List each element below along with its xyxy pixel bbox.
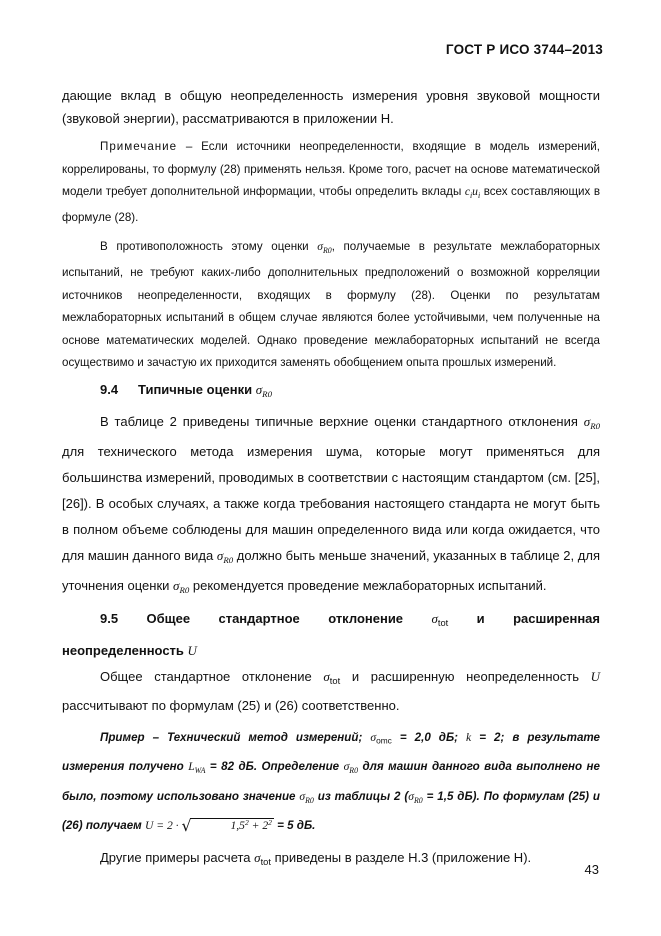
- symbol-U: U: [590, 668, 601, 684]
- section-number: 9.4: [100, 381, 119, 397]
- sigma-r0-symbol: $\sigma_{R0}$: [343, 759, 359, 775]
- paragraph-interlab: В противоположность этому оценки $\sigma_{R0}$, получаемые в результате межлабораторных испытаний, не требуют каких-либо дополнительных предположений о возможной корреляции источников неопределенности, входящих в формулу (28). Оценки по результатам межлабораторных испытаний в общем случае являются более устойчивыми, чем полученные на основе математических моделей. Однако проведение межлабораторных испытаний не всегда осуществимо и зачастую их приходится заменять обобщением опыта прошлых измерений.: [62, 239, 600, 369]
- formula-radicand: $1,5^2 + 2^2$: [190, 818, 273, 832]
- formula-U: U = 2 · √ $1,5^2 + 2^2$: [144, 816, 272, 836]
- sigma-omc-symbol: $\sigma_{omc}$: [370, 731, 392, 746]
- section-number: 9.5: [100, 610, 119, 626]
- page-number: 43: [584, 862, 599, 877]
- sigma-r0-symbol: $\sigma_{R0}$: [255, 381, 272, 399]
- section-title-line2: неопределенность U: [62, 642, 197, 658]
- symbol-LWA: $L_{WA}$: [188, 759, 206, 775]
- sigma-r0-symbol: $\sigma_{R0}$: [583, 413, 600, 431]
- symbol-U: U: [187, 642, 197, 658]
- sigma-r0-symbol: $\sigma_{R0}$: [299, 789, 314, 805]
- note-text-after: всех составляющих в формуле (28).: [62, 185, 600, 225]
- note-paragraph: [62, 136, 600, 230]
- document-header: ГОСТ Р ИСО 3744–2013: [445, 42, 603, 57]
- sigma-r0-symbol: $\sigma_{R0}$: [317, 239, 332, 255]
- example-paragraph: Пример – Технический метод измерений; $\sigma_{omc} = 2,0$ дБ; k = 2; в результате измерения получено $L_{WA} = 82$ дБ. Определение $\sigma_{R0}$ для машин данного вида выполнено не было, поэтому использовано значение $\sigma_{R0}$ из таблицы 2 ($\sigma_{R0} = 1,5$ дБ). По формулам (25) и (26) получаем U = 2 · √ $1,5^2 + 2^2 = 5$ дБ.: [62, 731, 601, 836]
- note-text-before: – Если источники неопределенности, входящие в модель измерений, коррелированы, то формулу (28) применять нельзя. Кроме того, расчет на основе математической модели требует дополнительной информации, чтобы определить вклады: [62, 140, 600, 198]
- sigma-r0-symbol: $\sigma_{R0}$: [408, 789, 423, 805]
- paragraph-total-deviation: Общее стандартное отклонение $\sigma_{tot}$ и расширенную неопределенность U рассчитывают по формулам (25) и (26) соответственно.: [62, 668, 601, 714]
- section-title: Типичные оценки: [138, 381, 256, 397]
- sigma-tot-symbol: $\sigma_{tot}$: [254, 850, 271, 868]
- section-heading-9-5: 9.5 Общее стандартное отклонение $\sigma_{tot}$ и расширенная неопределенность U: [62, 605, 600, 664]
- paragraph-typical-estimates: В таблице 2 приведены типичные верхние оценки стандартного отклонения $\sigma_{R0}$ для технического метода измерения шума, которые могут применяться для большинства измерений, проводимых в соответствии с настоящим стандартом (см. [25], [26]). В особых случаях, а также когда требования настоящего стандарта не могут быть в полном объеме соблюдены для машин определенного вида или когда ожидается, что для машин данного вида $\sigma_{R0}$ должно быть меньше значений, указанных в таблице 2, для уточнения оценки $\sigma_{R0}$ рекомендуется проведение межлабораторных испытаний.: [62, 413, 600, 595]
- page-content: [62, 84, 600, 875]
- note-label: Примечание: [100, 140, 178, 153]
- symbol-c: $c_iu_i$: [464, 185, 481, 200]
- sigma-tot-symbol: $\sigma_{tot}$: [431, 610, 449, 628]
- sqrt-icon: √: [181, 816, 192, 836]
- paragraph-other-examples: Другие примеры расчета $\sigma_{tot}$ приведены в разделе Н.3 (приложение Н).: [100, 850, 532, 868]
- sigma-r0-symbol: $\sigma_{R0}$: [216, 547, 234, 565]
- sigma-tot-symbol: $\sigma_{tot}$: [323, 668, 341, 686]
- paragraph-continuation: дающие вклад в общую неопределенность измерения уровня звуковой мощности (звуковой энергии), рассматриваются в приложении Н.: [62, 88, 600, 126]
- symbol-k: k: [466, 731, 472, 745]
- sigma-r0-symbol: $\sigma_{R0}$: [173, 577, 190, 595]
- section-heading-9-4: [62, 377, 600, 407]
